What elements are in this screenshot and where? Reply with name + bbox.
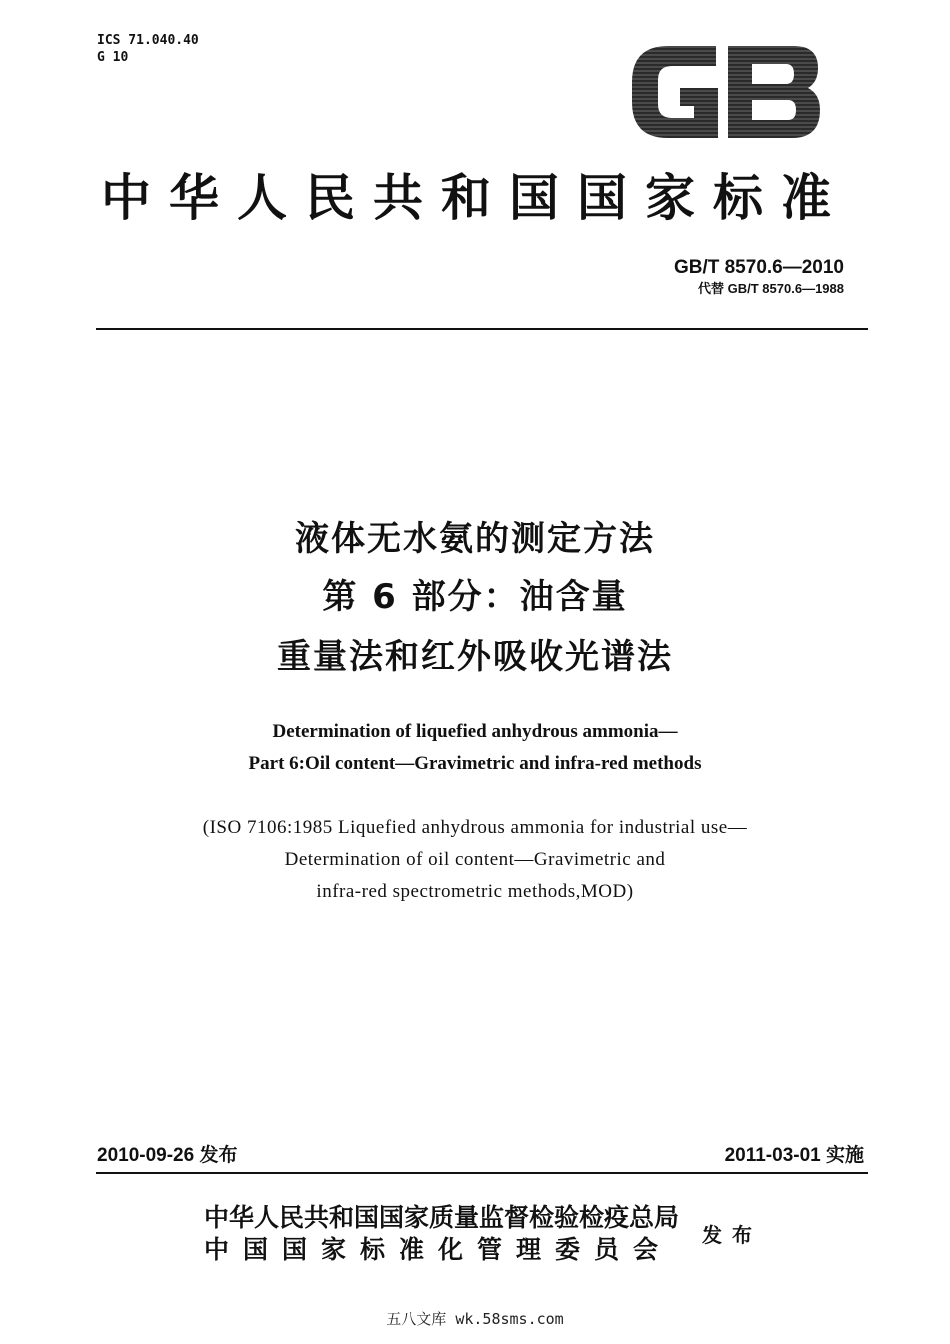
iso-reference-line-3: infra-red spectrometric methods,MOD)	[316, 881, 634, 902]
publish-label: 发布	[702, 1223, 762, 1247]
watermark-footer: 五八文库 wk.58sms.com	[386, 1310, 564, 1328]
footer-divider	[96, 1172, 868, 1174]
standard-number: GB/T 8570.6—2010	[673, 257, 844, 278]
replaces-standard: 代替 GB/T 8570.6—1988	[698, 281, 844, 296]
ics-code: ICS 71.040.40	[97, 33, 199, 48]
implementation-date: 2011-03-01 实施	[724, 1145, 864, 1166]
national-standard-title: 中华人民共和国国家标准	[101, 168, 849, 227]
issue-date: 2010-09-26 发布	[97, 1145, 238, 1166]
header-divider	[96, 328, 868, 330]
gb-logo	[628, 42, 824, 142]
en-title-line-1: Determination of liquefied anhydrous ammonia—	[272, 721, 678, 742]
iso-reference-line-2: Determination of oil content—Gravimetric and	[284, 849, 666, 870]
gb-logo-graphic	[628, 42, 824, 142]
issuer-line-2: 中国国家标准化管理委员会	[204, 1235, 673, 1264]
cn-title-line-3: 重量法和红外吸收光谱法	[277, 637, 673, 677]
en-title-line-2: Part 6:Oil content—Gravimetric and infra-red methods	[248, 753, 702, 774]
classification-code: G 10	[97, 50, 129, 65]
ics-code-block	[97, 32, 199, 66]
iso-reference-line-1: (ISO 7106:1985 Liquefied anhydrous ammonia for industrial use—	[202, 817, 748, 838]
cn-title-line-2: 第 6 部分：油含量	[322, 577, 628, 617]
cn-title-line-1: 液体无水氨的测定方法	[295, 519, 655, 559]
issuer-line-1: 中华人民共和国国家质量监督检验检疫总局	[204, 1203, 680, 1232]
